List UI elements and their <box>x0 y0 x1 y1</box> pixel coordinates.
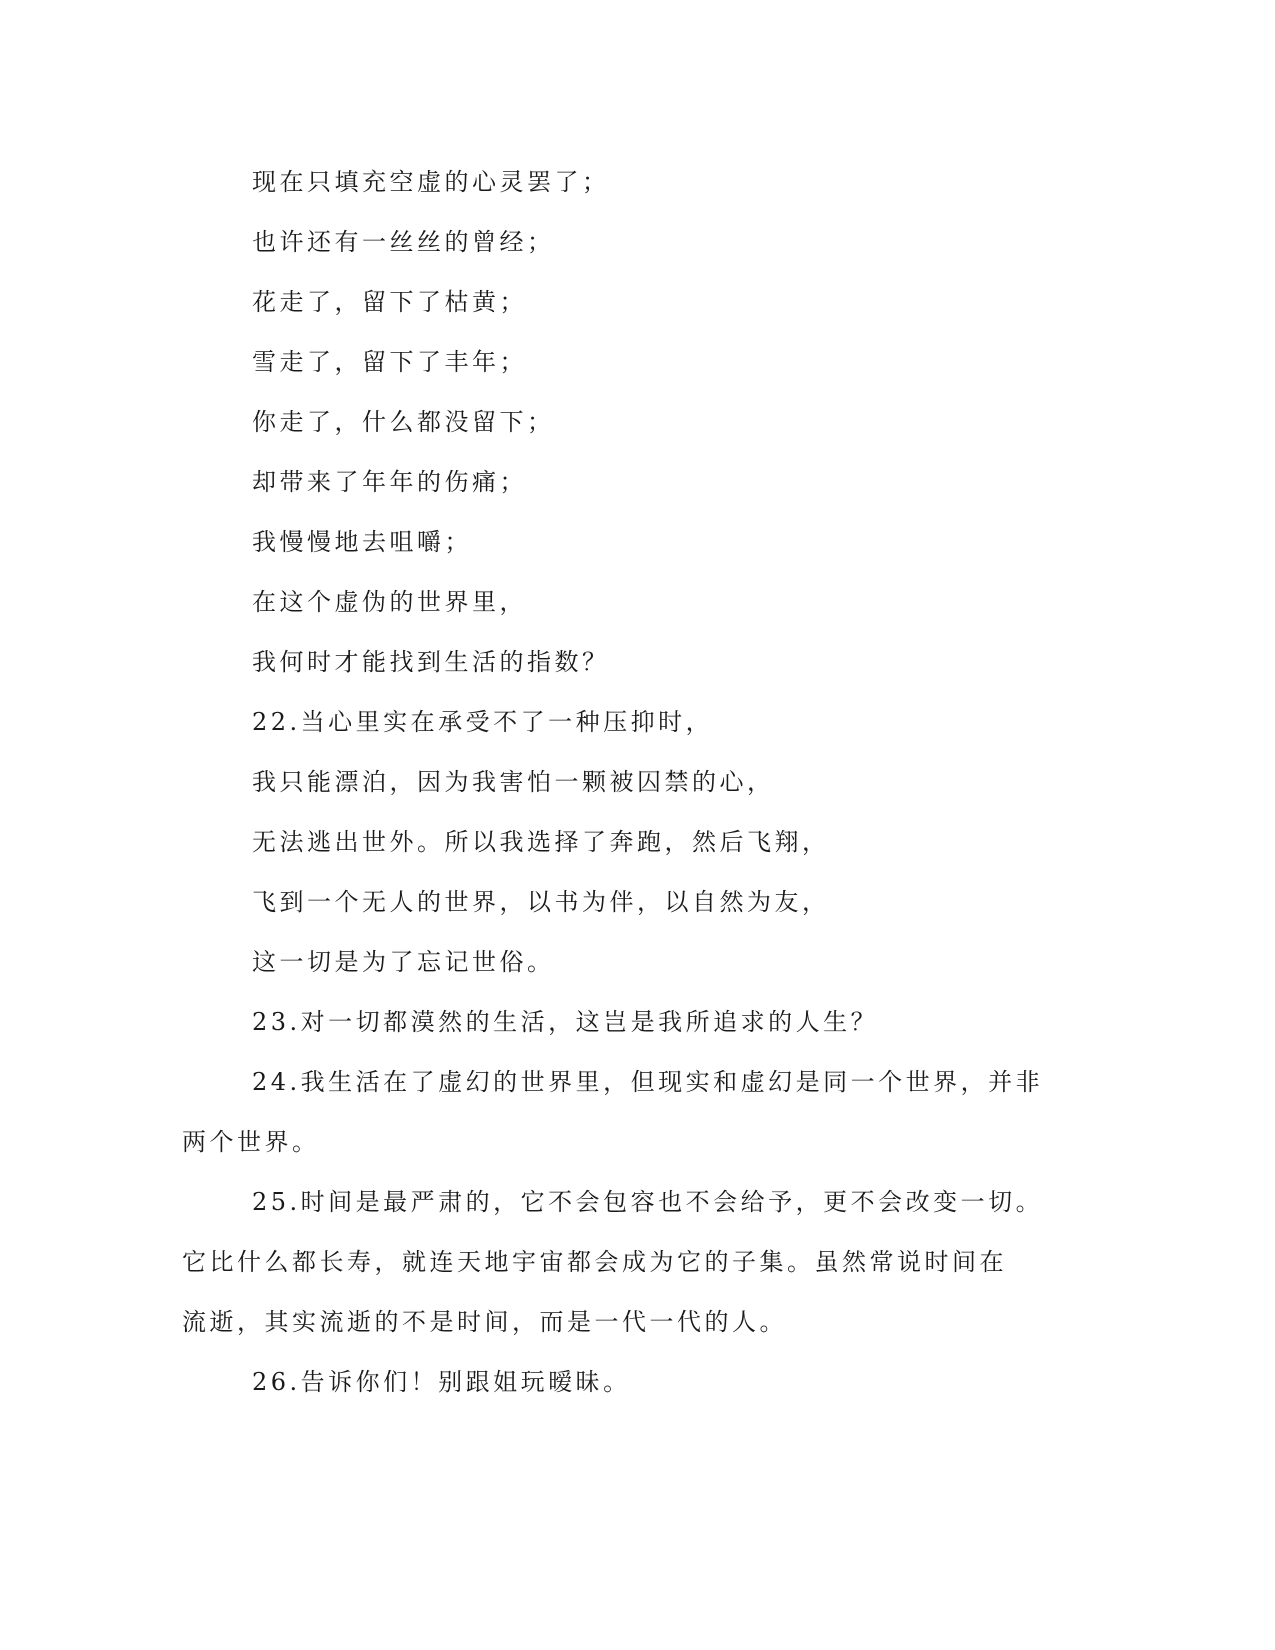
text-line: 也许还有一丝丝的曾经； <box>252 228 555 256</box>
text-line: 无法逃出世外。所以我选择了奔跑，然后飞翔， <box>252 828 830 856</box>
paragraph-item-26: 26.告诉你们！别跟姐玩暧昧。 <box>252 1368 631 1396</box>
text-line: 在这个虚伪的世界里， <box>252 588 527 616</box>
paragraph-line: 25.时间是最严肃的，它不会包容也不会给予，更不会改变一切。 <box>252 1188 1044 1216</box>
document-body <box>182 152 1062 1412</box>
paragraph-line: 两个世界。 <box>182 1128 320 1156</box>
text-line: 我何时才能找到生活的指数？ <box>252 648 610 676</box>
text-line: 我只能漂泊，因为我害怕一颗被囚禁的心， <box>252 768 775 796</box>
paragraph-line: 它比什么都长寿，就连天地宇宙都会成为它的子集。虽然常说时间在 <box>182 1248 1007 1276</box>
text-line: 这一切是为了忘记世俗。 <box>252 948 555 976</box>
paragraph-item-25 <box>182 1172 1062 1352</box>
paragraph-item-24 <box>182 1052 1062 1172</box>
text-line: 飞到一个无人的世界，以书为伴，以自然为友， <box>252 888 830 916</box>
text-line-item-23: 23.对一切都漠然的生活，这岂是我所追求的人生？ <box>252 1008 879 1036</box>
paragraph-line: 24.我生活在了虚幻的世界里，但现实和虚幻是同一个世界，并非 <box>252 1068 1044 1096</box>
text-line: 我慢慢地去咀嚼； <box>252 528 472 556</box>
text-line: 花走了，留下了枯黄； <box>252 288 527 316</box>
text-line: 现在只填充空虚的心灵罢了； <box>252 168 610 196</box>
text-line-item-22: 22.当心里实在承受不了一种压抑时， <box>252 708 714 736</box>
text-line: 却带来了年年的伤痛； <box>252 468 527 496</box>
paragraph-line: 流逝，其实流逝的不是时间，而是一代一代的人。 <box>182 1308 787 1336</box>
text-line: 你走了，什么都没留下； <box>252 408 555 436</box>
text-line: 雪走了，留下了丰年； <box>252 348 527 376</box>
